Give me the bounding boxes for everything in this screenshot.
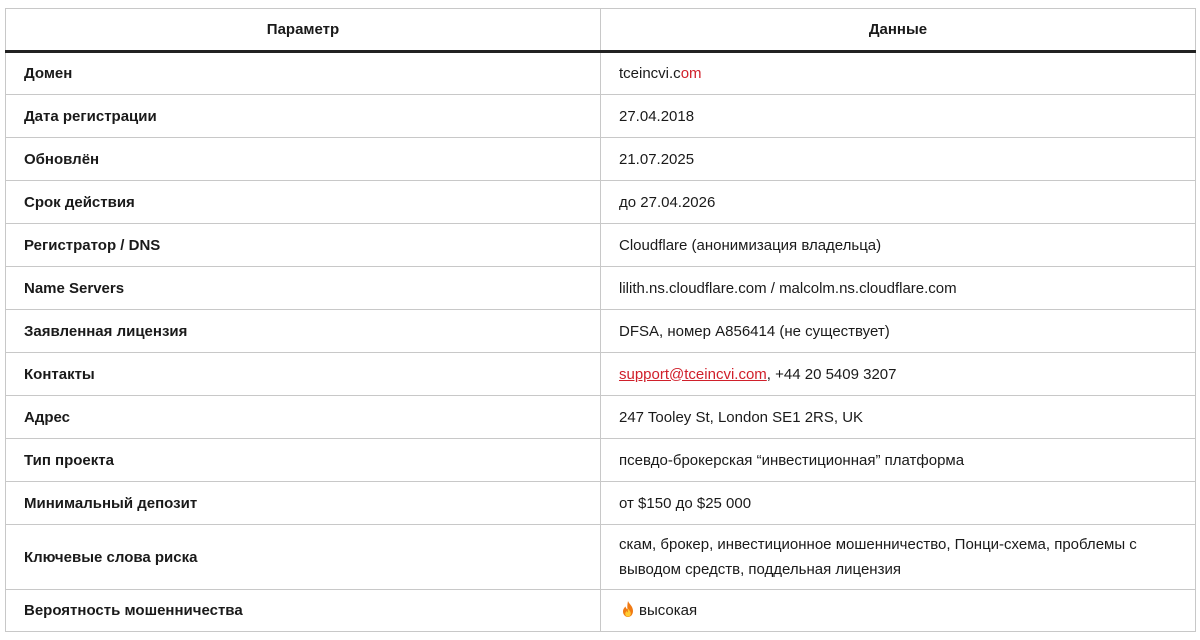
row-value: 247 Tooley St, London SE1 2RS, UK — [601, 396, 1196, 439]
row-param: Ключевые слова риска — [6, 525, 601, 590]
header-param: Параметр — [6, 9, 601, 52]
row-param: Обновлён — [6, 138, 601, 181]
row-value — [601, 590, 1196, 632]
table-row — [6, 138, 1196, 181]
row-param: Дата регистрации — [6, 95, 601, 138]
table-header-row — [6, 9, 1196, 52]
domain-text: tceincvi.c — [619, 65, 681, 82]
row-value — [601, 52, 1196, 95]
table-row — [6, 482, 1196, 525]
table-row — [6, 525, 1196, 590]
row-value: 27.04.2018 — [601, 95, 1196, 138]
table-row — [6, 310, 1196, 353]
row-value: псевдо-брокерская “инвестиционная” платформа — [601, 439, 1196, 482]
table-row — [6, 590, 1196, 632]
table-row — [6, 439, 1196, 482]
row-param: Заявленная лицензия — [6, 310, 601, 353]
row-value: lilith.ns.cloudflare.com / malcolm.ns.cloudflare.com — [601, 267, 1196, 310]
row-param: Регистратор / DNS — [6, 224, 601, 267]
table-row — [6, 52, 1196, 95]
row-param: Тип проекта — [6, 439, 601, 482]
row-param: Минимальный депозит — [6, 482, 601, 525]
row-value: скам, брокер, инвестиционное мошенничество, Понци-схема, проблемы с выводом средств, поддельная лицензия — [601, 525, 1196, 590]
row-value: 21.07.2025 — [601, 138, 1196, 181]
table-row — [6, 224, 1196, 267]
fraud-level: высокая — [639, 602, 698, 619]
row-param: Вероятность мошенничества — [6, 590, 601, 632]
table-row — [6, 353, 1196, 396]
row-param: Домен — [6, 52, 601, 95]
row-value: до 27.04.2026 — [601, 181, 1196, 224]
fire-icon — [619, 600, 637, 618]
table-row — [6, 396, 1196, 439]
table-row — [6, 95, 1196, 138]
table-row — [6, 267, 1196, 310]
table-row — [6, 181, 1196, 224]
contact-phone: , +44 20 5409 3207 — [766, 365, 897, 383]
domain-info-table — [5, 8, 1196, 632]
header-value: Данные — [601, 9, 1196, 52]
row-value — [601, 353, 1196, 396]
row-value: Cloudflare (анонимизация владельца) — [601, 224, 1196, 267]
row-value: DFSA, номер A856414 (не существует) — [601, 310, 1196, 353]
row-param: Name Servers — [6, 267, 601, 310]
row-param: Контакты — [6, 353, 601, 396]
row-param: Адрес — [6, 396, 601, 439]
row-param: Срок действия — [6, 181, 601, 224]
support-email-link[interactable]: support@tceincvi.com — [619, 365, 767, 383]
row-value: от $150 до $25 000 — [601, 482, 1196, 525]
domain-text-highlight: om — [680, 65, 702, 82]
